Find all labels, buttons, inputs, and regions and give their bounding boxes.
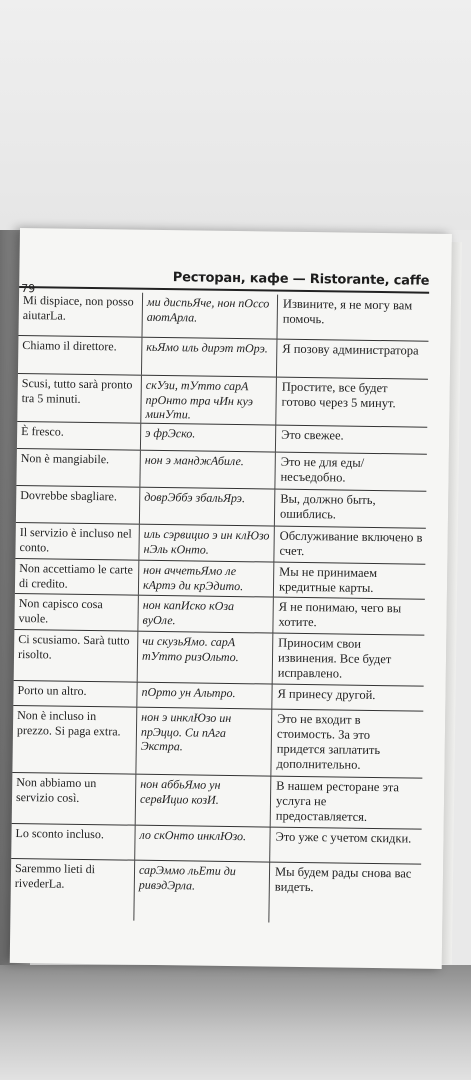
background-bottom xyxy=(0,965,471,1080)
transcription: э фрЭско. xyxy=(140,424,275,452)
russian-translation: Это свежее. xyxy=(275,426,427,454)
italian-phrase: Chiamo il direttore. xyxy=(22,338,117,354)
italian-phrase: Non è mangiabile. xyxy=(20,451,110,467)
phrase-row xyxy=(15,523,425,565)
phrase-row xyxy=(16,486,426,529)
phrase-row xyxy=(12,773,423,830)
page-edge xyxy=(442,242,462,964)
phrase-row xyxy=(10,859,421,925)
italian-phrase: Non è incluso in prezzo. Si paga extra. xyxy=(16,708,121,738)
transcription: кьЯмо иль дирэт тОрэ. xyxy=(141,338,277,377)
italian-phrase: Non abbiamo un servizio così. xyxy=(15,775,97,805)
book-page xyxy=(10,228,452,969)
russian-translation: Извините, я не могу вам помочь. xyxy=(276,295,429,341)
phrase-row xyxy=(16,449,426,492)
italian-phrase: Mi dispiace, non posso aiutarLa. xyxy=(22,293,134,323)
page-title: Ресторан, кафе — Ristorante, caffe xyxy=(172,270,430,289)
transcription: чи скузьЯмо. сарА тУтто ризОльто. xyxy=(137,632,273,684)
transcription: пОрто ун Альтро. xyxy=(136,683,271,709)
italian-phrase: Dovrebbe sbagliare. xyxy=(20,488,118,504)
transcription: сарЭммо льЕти ди ривэдЭрла. xyxy=(133,861,269,923)
background-top xyxy=(0,0,471,230)
italian-phrase: Saremmo lieti di rivederLa. xyxy=(14,860,96,891)
page-number: 79 xyxy=(21,282,36,296)
phrase-row xyxy=(14,594,424,636)
transcription: нон э инклЮзо ин прЭццо. Си пАга Экстра. xyxy=(135,708,271,776)
italian-phrase: Il servizio è incluso nel conto. xyxy=(19,525,132,554)
russian-translation: Вы, должно быть, ошиблись. xyxy=(274,490,426,528)
transcription: скУзи, тУтто сарА прОнто тра чИн куэ минУти. xyxy=(140,376,276,425)
transcription: нон капИско кОза вуОле. xyxy=(137,596,272,633)
transcription: нон аббьЯмо ун сервИцио козИ. xyxy=(135,775,271,827)
transcription: нон э манджАбиле. xyxy=(139,451,274,489)
phrase-row xyxy=(17,374,428,428)
transcription: ми диспьЯче, нон пОссо аютАрла. xyxy=(141,293,277,339)
transcription: доврЭббэ збальЯрэ. xyxy=(139,488,274,526)
russian-translation: Это не входит в стоимость. За это придется заплатить дополнительно. xyxy=(270,710,423,778)
phrase-row xyxy=(11,824,421,865)
russian-translation: Мы будем рады снова вас видеть. xyxy=(268,863,421,925)
phrase-row xyxy=(14,630,425,687)
russian-translation: Это не для еды/ несъедобно. xyxy=(274,453,426,491)
phrase-table xyxy=(10,291,429,925)
phrase-row xyxy=(15,559,425,600)
russian-translation: Приносим свои извинения. Все будет исправлено. xyxy=(272,634,425,686)
phrase-row xyxy=(12,706,423,779)
italian-phrase: Non accettiamo le carte di credito. xyxy=(18,561,133,591)
italian-phrase: Ci scusiamo. Sarà tutto risolto. xyxy=(17,632,130,661)
phrase-row xyxy=(18,291,429,342)
russian-translation: В нашем ресторане эта услуга не предоставляется. xyxy=(270,777,423,829)
transcription: ло скОнто инклЮзо. xyxy=(134,826,269,862)
italian-phrase: Non capisco cosa vuole. xyxy=(18,596,103,625)
russian-translation: Мы не принимаем кредитные карты. xyxy=(273,563,425,599)
russian-translation: Я принесу другой. xyxy=(271,685,423,711)
transcription: нон аччетьЯмо ле кАртэ ди крЭдито. xyxy=(138,561,273,597)
transcription: иль сэрвицио э ин клЮзо нЭль кОнто. xyxy=(138,525,273,562)
russian-translation: Обслуживание включено в счет. xyxy=(273,527,425,564)
russian-translation: Я позову администратора xyxy=(276,340,429,379)
italian-phrase: È fresco. xyxy=(21,424,64,439)
phrase-row xyxy=(18,336,428,380)
russian-translation: Простите, все будет готово через 5 минут. xyxy=(275,378,428,427)
italian-phrase: Scusi, tutto sarà pronto tra 5 minuti. xyxy=(21,376,133,406)
italian-phrase: Porto un altro. xyxy=(17,683,87,698)
italian-phrase: Lo sconto incluso. xyxy=(15,825,104,842)
russian-translation: Я не понимаю, чего вы хотите. xyxy=(272,598,424,635)
russian-translation: Это уже с учетом скидки. xyxy=(269,828,421,864)
